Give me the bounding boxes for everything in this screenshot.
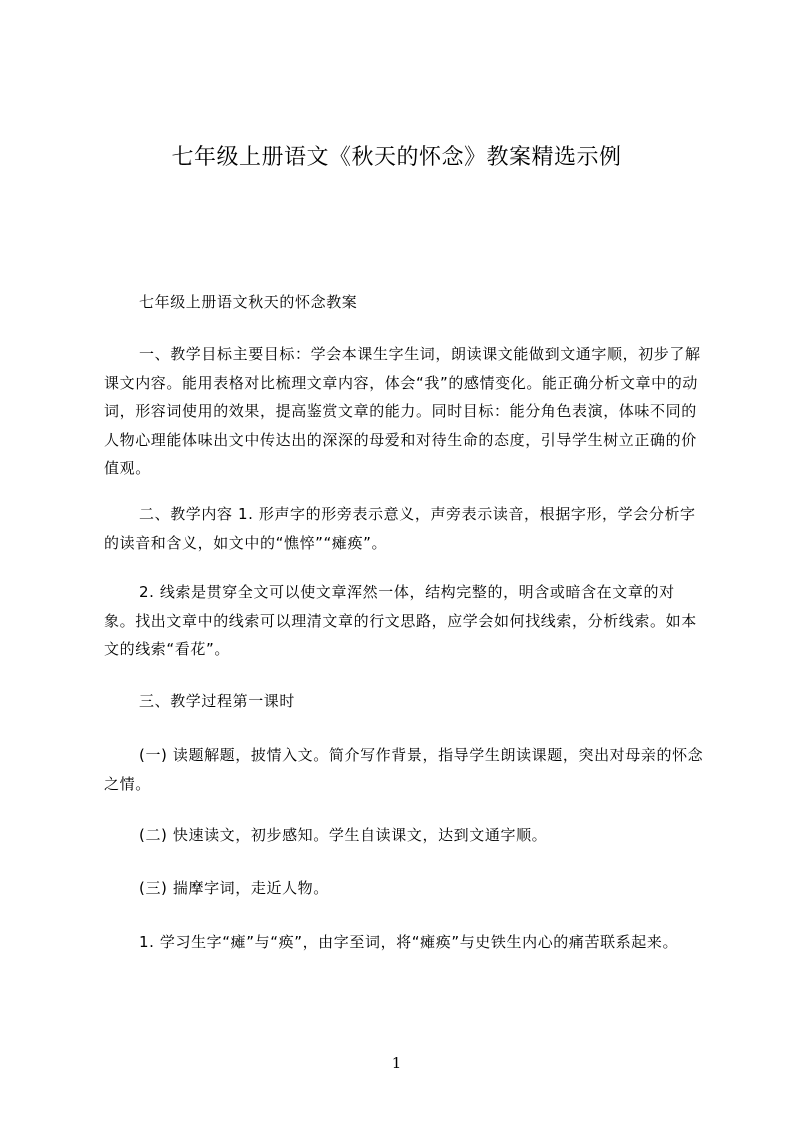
paragraph-subtitle: 七年级上册语文秋天的怀念教案 bbox=[139, 293, 358, 311]
paragraph-teaching-content: 二、教学内容 1. 形声字的形旁表示意义，声旁表示读音，根据字形，学会分析字的读音和含义，如文中的“憔悴”“瘫痪”。 bbox=[104, 505, 696, 552]
paragraph-teaching-process: 三、教学过程第一课时 bbox=[139, 692, 296, 710]
paragraph-clue: 2. 线索是贯穿全文可以使文章浑然一体，结构完整的，明含或暗含在文章的对象。找出文章中的线索可以理清文章的行文思路，应学会如何找线索，分析线索。如本文的线索“看花”。 bbox=[104, 583, 697, 658]
page-number: 1 bbox=[391, 1054, 402, 1072]
paragraph-step-1: (一) 读题解题，披情入文。简介写作背景，指导学生朗读课题，突出对母亲的怀念之情。 bbox=[104, 746, 704, 793]
paragraph-step-3: (三) 揣摩字词，走近人物。 bbox=[139, 879, 329, 897]
paragraph-teaching-goals: 一、教学目标主要目标：学会本课生字生词，朗读课文能做到文通字顺，初步了解课文内容。能用表格对比梳理文章内容，体会“我”的感情变化。能正确分析文章中的动词，形容词使用的效果，提高鉴赏文章的能力。同时目标：能分角色表演，体味不同的人物心理能体味出文中传达出的深深的母爱和对待生命的态度，引导学生树立正确的价值观。 bbox=[104, 345, 701, 477]
page-title: 七年级上册语文《秋天的怀念》教案精选示例 bbox=[171, 145, 622, 170]
paragraph-step-2: (二) 快速读文，初步感知。学生自读课文，达到文通字顺。 bbox=[139, 826, 548, 844]
paragraph-step-3-1: 1. 学习生字“瘫”与“痪”，由字至词，将“瘫痪”与史铁生内心的痛苦联系起来。 bbox=[139, 933, 679, 951]
